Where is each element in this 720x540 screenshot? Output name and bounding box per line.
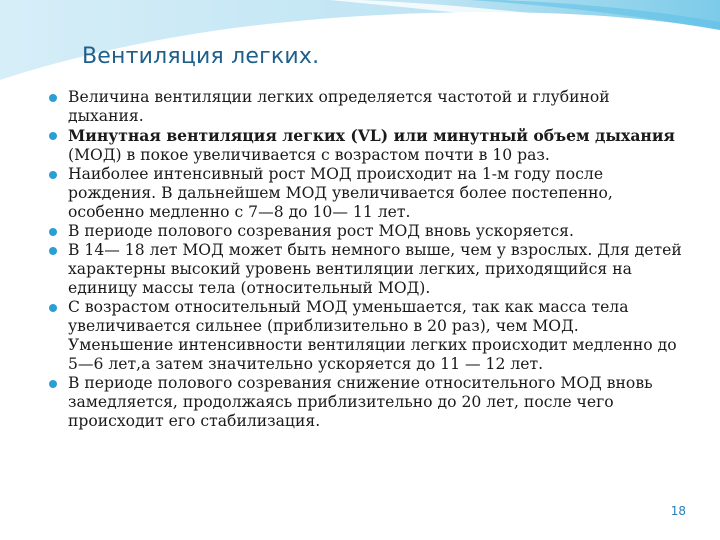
bullet-dot-icon bbox=[49, 380, 57, 388]
bullet-item bbox=[46, 374, 686, 431]
bullet-item bbox=[46, 298, 686, 374]
bullet-dot-icon bbox=[49, 247, 57, 255]
bullet-item bbox=[46, 88, 686, 126]
bullet-dot-icon bbox=[49, 228, 57, 236]
page-number: 18 bbox=[670, 504, 686, 518]
bullet-item bbox=[46, 222, 686, 241]
bullet-list bbox=[46, 88, 686, 431]
bullet-text: Величина вентиляции легких определяется частотой и глубиной дыхания. bbox=[68, 88, 610, 125]
slide-title: Вентиляция легких. bbox=[82, 44, 320, 69]
bullet-dot-icon bbox=[49, 94, 57, 102]
bullet-bold-text: Минутная вентиляция легких (VL) или минутный объем дыхания bbox=[68, 126, 675, 145]
bullet-text: Наиболее интенсивный рост МОД происходит на 1-м году после рождения. В дальнейшем МОД увеличивается более постепенно, особенно медленно с 7—8 до 10— 11 лет. bbox=[68, 165, 613, 221]
bullet-text: В 14— 18 лет МОД может быть немного выше, чем у взрослых. Для детей характерны высокий уровень вентиляции легких, приходящийся на единицу массы тела (относительный МОД). bbox=[68, 241, 682, 297]
bullet-text: В периоде полового созревания снижение относительного МОД вновь замедляется, продолжаясь приблизительно до 20 лет, после чего происходит его стабилизация. bbox=[68, 374, 653, 430]
bullet-dot-icon bbox=[49, 171, 57, 179]
bullet-dot-icon bbox=[49, 132, 57, 140]
slide-content bbox=[46, 88, 686, 431]
bullet-item bbox=[46, 241, 686, 298]
bullet-item bbox=[46, 126, 686, 165]
bullet-text: (МОД) в покое увеличивается с возрастом почти в 10 раз. bbox=[68, 146, 550, 164]
bullet-text: В периоде полового созревания рост МОД вновь ускоряется. bbox=[68, 222, 574, 240]
bullet-dot-icon bbox=[49, 304, 57, 312]
bullet-text: С возрастом относительный МОД уменьшается, так как масса тела увеличивается сильнее (приблизительно в 20 раз), чем МОД. Уменьшение интенсивности вентиляции легких происходит медленно до 5—6 лет,а затем значительно ускоряется до 11 — 12 лет. bbox=[68, 298, 677, 373]
bullet-item bbox=[46, 165, 686, 222]
